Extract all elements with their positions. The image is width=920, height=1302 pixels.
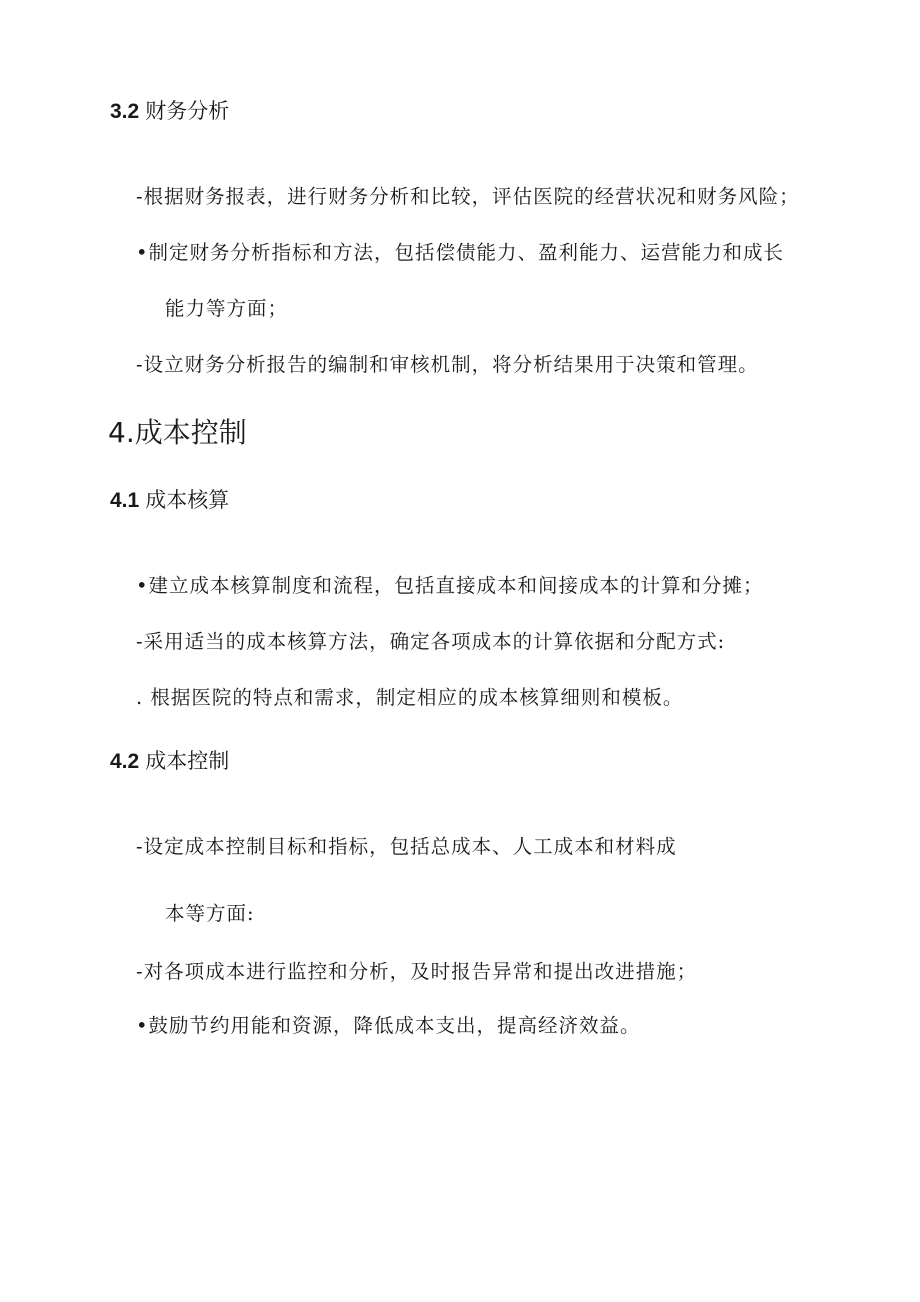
chapter-heading-4: 4.成本控制	[108, 416, 247, 449]
paragraph-line: •制定财务分析指标和方法，包括偿债能力、盈利能力、运营能力和成长	[136, 241, 785, 264]
paragraph-line: -设定成本控制目标和指标，包括总成本、人工成本和材料成	[136, 835, 677, 858]
section-heading-3-2	[110, 95, 229, 125]
paragraph-line: -设立财务分析报告的编制和审核机制，将分析结果用于决策和管理。	[136, 353, 759, 376]
section-title: 成本控制	[145, 749, 230, 773]
paragraph-line: -采用适当的成本核算方法，确定各项成本的计算依据和分配方式:	[136, 630, 726, 653]
section-number: 4.1	[110, 489, 140, 512]
paragraph-line: -对各项成本进行监控和分析，及时报告异常和提出改进措施；	[136, 960, 698, 983]
section-heading-4-1	[110, 484, 229, 514]
section-title: 财务分析	[145, 99, 230, 123]
section-title: 成本核算	[145, 488, 230, 512]
paragraph-line: . 根据医院的特点和需求，制定相应的成本核算细则和模板。	[136, 686, 684, 709]
section-heading-4-2	[110, 745, 229, 775]
section-number: 4.2	[110, 750, 140, 773]
paragraph-continuation: 本等方面:	[165, 902, 255, 925]
paragraph-line: -根据财务报表，进行财务分析和比较，评估医院的经营状况和财务风险；	[136, 185, 800, 208]
paragraph-line: •鼓励节约用能和资源，降低成本支出，提高经济效益。	[136, 1014, 641, 1037]
paragraph-continuation: 能力等方面；	[165, 297, 289, 320]
paragraph-line: •建立成本核算制度和流程，包括直接成本和间接成本的计算和分摊；	[136, 574, 764, 597]
section-number: 3.2	[110, 100, 140, 123]
